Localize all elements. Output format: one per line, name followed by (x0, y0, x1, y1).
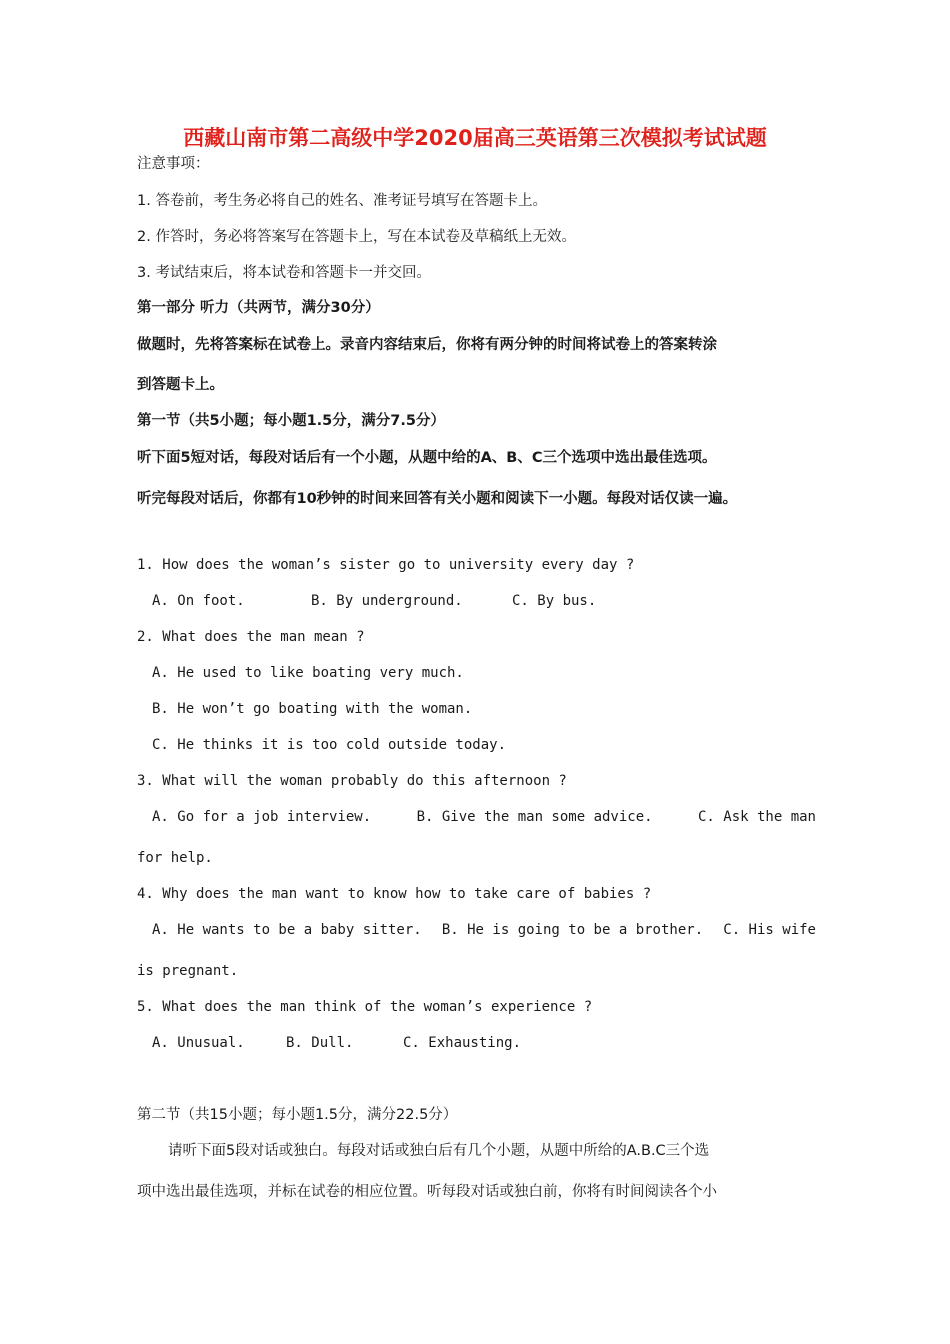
question-3: 3. What will the woman probably do this afternoon ? (137, 773, 567, 789)
part1-instruction-line2: 到答题卡上。 (137, 377, 224, 393)
section1-instruction-2: 听完每段对话后，你都有10秒钟的时间来回答有关小题和阅读下一小题。每段对话仅读一遍。 (137, 491, 738, 507)
q4-options (152, 922, 816, 938)
section2-instruction-line2: 项中选出最佳选项，并标在试卷的相应位置。听每段对话或独白前，你将有时间阅读各个小 (137, 1184, 717, 1200)
q1-option-a: A. On foot. (152, 593, 245, 609)
q4-option-b: B. He is going to be a brother. (441, 922, 704, 938)
q3-option-c-continued: for help. (137, 850, 213, 866)
q4-option-c-continued: is pregnant. (137, 963, 239, 979)
note-item-3: 3. 考试结束后，将本试卷和答题卡一并交回。 (137, 265, 431, 281)
notes-heading: 注意事项： (137, 156, 210, 172)
question-5: 5. What does the man think of the woman’s experience ? (137, 999, 593, 1015)
part1-instruction-line1: 做题时，先将答案标在试卷上。录音内容结束后，你将有两分钟的时间将试卷上的答案转涂 (137, 337, 717, 353)
q5-option-a: A. Unusual. (152, 1035, 245, 1051)
q4-option-c: C. His wife (723, 922, 816, 938)
q1-option-b: B. By underground. (311, 593, 463, 609)
q3-option-a: A. Go for a job interview. (152, 809, 372, 825)
section1-instruction-1: 听下面5短对话，每段对话后有一个小题，从题中给的A、B、C三个选项中选出最佳选项。 (137, 450, 717, 466)
q5-option-b: B. Dull. (286, 1035, 354, 1051)
question-4: 4. Why does the man want to know how to take care of babies ? (137, 886, 652, 902)
q4-option-a: A. He wants to be a baby sitter. (152, 922, 422, 938)
exam-title: 西藏山南市第二高级中学2020届高三英语第三次模拟考试试题 (183, 126, 767, 150)
question-1: 1. How does the woman’s sister go to university every day ? (137, 557, 635, 573)
q3-option-c: C. Ask the man (697, 809, 816, 825)
section2-instruction-line1: 请听下面5段对话或独白。每段对话或独白后有几个小题，从题中所给的A.B.C三个选 (168, 1143, 710, 1159)
q5-option-c: C. Exhausting. (403, 1035, 522, 1051)
q2-option-a: A. He used to like boating very much. (152, 665, 464, 681)
q3-options (152, 809, 816, 825)
q2-option-c: C. He thinks it is too cold outside today. (152, 737, 507, 753)
q2-option-b: B. He won’t go boating with the woman. (152, 701, 473, 717)
note-item-1: 1. 答卷前，考生务必将自己的姓名、准考证号填写在答题卡上。 (137, 193, 547, 209)
q3-option-b: B. Give the man some advice. (416, 809, 653, 825)
note-item-2: 2. 作答时，务必将答案写在答题卡上，写在本试卷及草稿纸上无效。 (137, 229, 576, 245)
section1-heading: 第一节（共5小题；每小题1.5分，满分7.5分） (137, 413, 445, 429)
q1-option-c: C. By bus. (512, 593, 597, 609)
part1-heading: 第一部分 听力（共两节，满分30分） (137, 300, 380, 316)
question-2: 2. What does the man mean ? (137, 629, 365, 645)
section2-heading: 第二节（共15小题；每小题1.5分，满分22.5分） (137, 1107, 458, 1123)
